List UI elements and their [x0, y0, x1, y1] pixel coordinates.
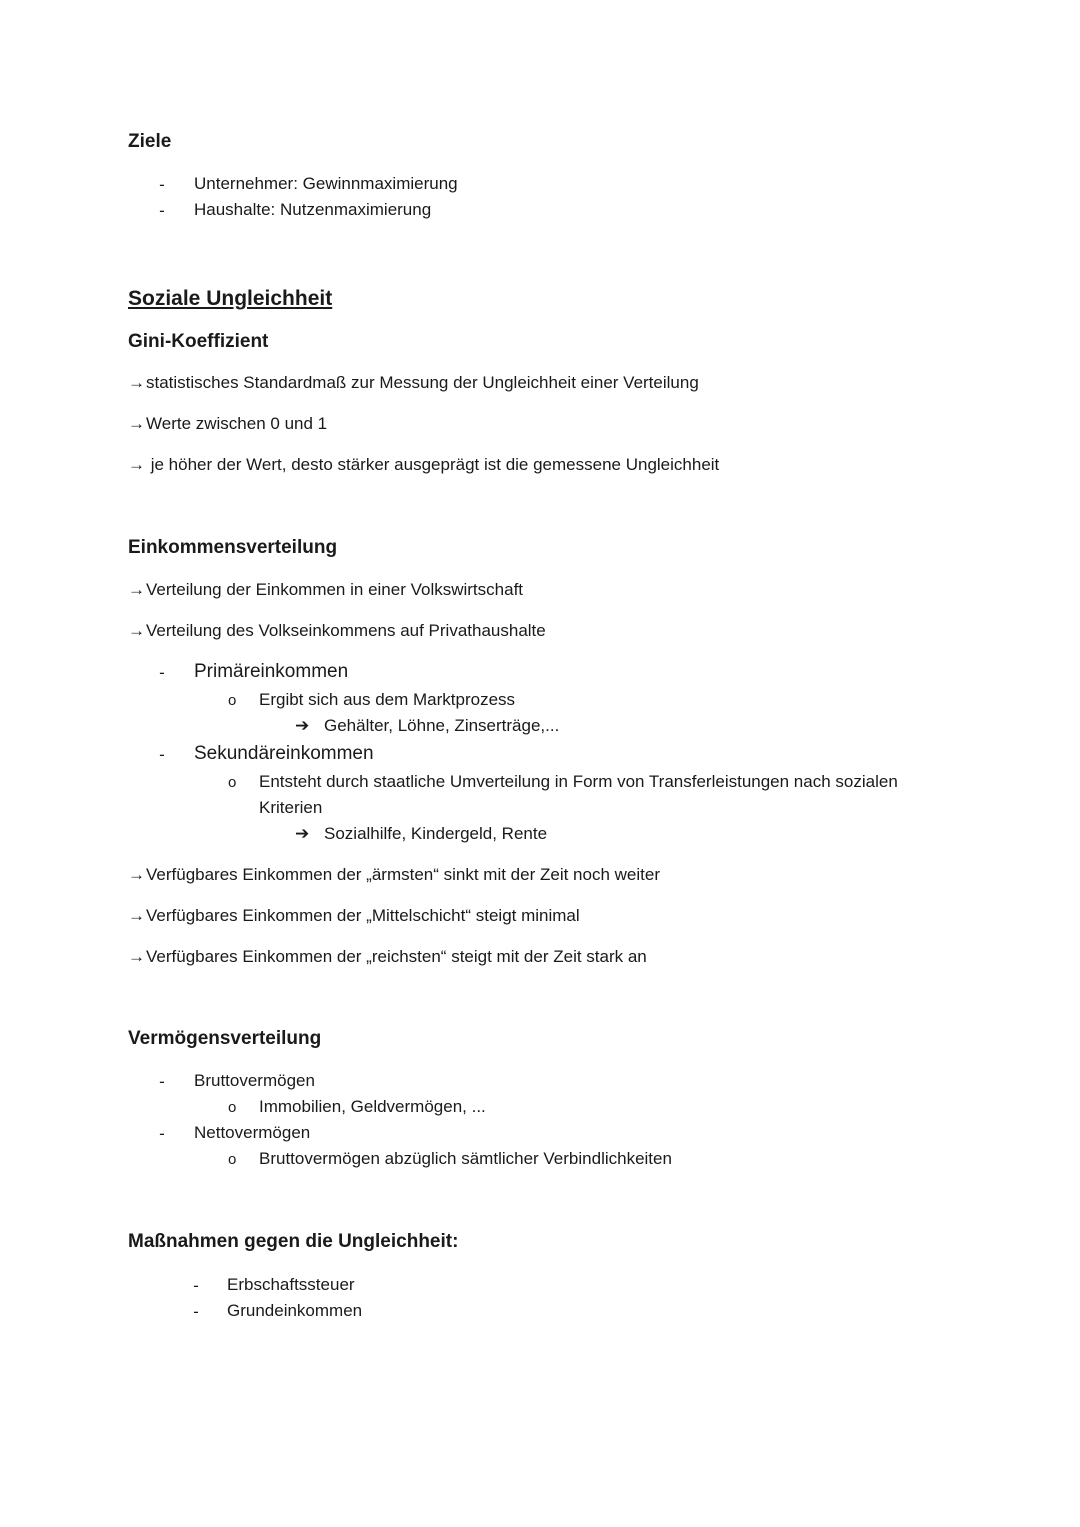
- arrow-right-icon: →: [128, 414, 145, 433]
- dash-bullet: -: [159, 663, 165, 682]
- gini-line: →Werte zwischen 0 und 1: [128, 414, 328, 433]
- gini-line: → je höher der Wert, desto stärker ausgeprägt ist die gemessene Ungleichheit: [128, 455, 720, 474]
- netto-sub: Bruttovermögen abzüglich sämtlicher Verbindlichkeiten: [259, 1149, 672, 1168]
- bold-arrow-icon: ➔: [295, 716, 310, 735]
- arrow-right-icon: →: [128, 621, 145, 640]
- conclusion-line: →Verfügbares Einkommen der „Mittelschicht“ steigt minimal: [128, 906, 580, 925]
- einkommen-line: →Verteilung des Volkseinkommens auf Privathaushalte: [128, 621, 546, 640]
- primaer-example: Gehälter, Löhne, Zinserträge,...: [324, 716, 560, 735]
- massnahmen-heading: Maßnahmen gegen die Ungleichheit:: [128, 1231, 459, 1252]
- ziele-item: Haushalte: Nutzenmaximierung: [194, 200, 432, 219]
- netto-label: Nettovermögen: [194, 1123, 311, 1142]
- arrow-right-icon: →: [128, 580, 145, 599]
- conclusion-line: →Verfügbares Einkommen der „reichsten“ steigt mit der Zeit stark an: [128, 947, 647, 966]
- dash-bullet: -: [159, 201, 165, 220]
- bold-arrow-icon: ➔: [295, 824, 310, 843]
- einkommen-heading: Einkommensverteilung: [128, 537, 338, 558]
- massnahmen-item: Grundeinkommen: [227, 1301, 363, 1320]
- sekundaer-sub-cont: Kriterien: [259, 798, 323, 817]
- primaer-sub: Ergibt sich aus dem Marktprozess: [259, 690, 516, 709]
- brutto-sub: Immobilien, Geldvermögen, ...: [259, 1097, 486, 1116]
- arrow-right-icon: →: [128, 906, 145, 925]
- einkommen-line: →Verteilung der Einkommen in einer Volkswirtschaft: [128, 580, 524, 599]
- vermoegen-heading: Vermögensverteilung: [128, 1028, 322, 1049]
- sekundaer-sub: Entsteht durch staatliche Umverteilung in Form von Transferleistungen nach sozialen: [259, 772, 898, 791]
- ziele-item: Unternehmer: Gewinnmaximierung: [194, 174, 458, 193]
- circle-bullet: o: [228, 1099, 237, 1116]
- circle-bullet: o: [228, 774, 237, 791]
- arrow-right-icon: →: [128, 373, 145, 392]
- circle-bullet: o: [228, 1151, 237, 1168]
- arrow-right-icon: →: [128, 865, 145, 884]
- gini-heading: Gini-Koeffizient: [128, 331, 269, 352]
- arrow-right-icon: →: [128, 455, 145, 474]
- circle-bullet: o: [228, 692, 237, 709]
- gini-line: →statistisches Standardmaß zur Messung der Ungleichheit einer Verteilung: [128, 373, 699, 392]
- sekundaer-label: Sekundäreinkommen: [194, 743, 374, 764]
- primaer-label: Primäreinkommen: [194, 661, 349, 682]
- dash-bullet: -: [159, 175, 165, 194]
- brutto-label: Bruttovermögen: [194, 1071, 315, 1090]
- dash-bullet: -: [159, 1072, 165, 1091]
- conclusion-line: →Verfügbares Einkommen der „ärmsten“ sinkt mit der Zeit noch weiter: [128, 865, 660, 884]
- dash-bullet: -: [159, 745, 165, 764]
- dash-bullet: -: [193, 1276, 199, 1295]
- ziele-heading: Ziele: [128, 131, 172, 152]
- dash-bullet: -: [193, 1302, 199, 1321]
- massnahmen-item: Erbschaftssteuer: [227, 1275, 355, 1294]
- section-title: Soziale Ungleichheit: [128, 287, 333, 310]
- dash-bullet: -: [159, 1124, 165, 1143]
- arrow-right-icon: →: [128, 947, 145, 966]
- sekundaer-example: Sozialhilfe, Kindergeld, Rente: [324, 824, 548, 843]
